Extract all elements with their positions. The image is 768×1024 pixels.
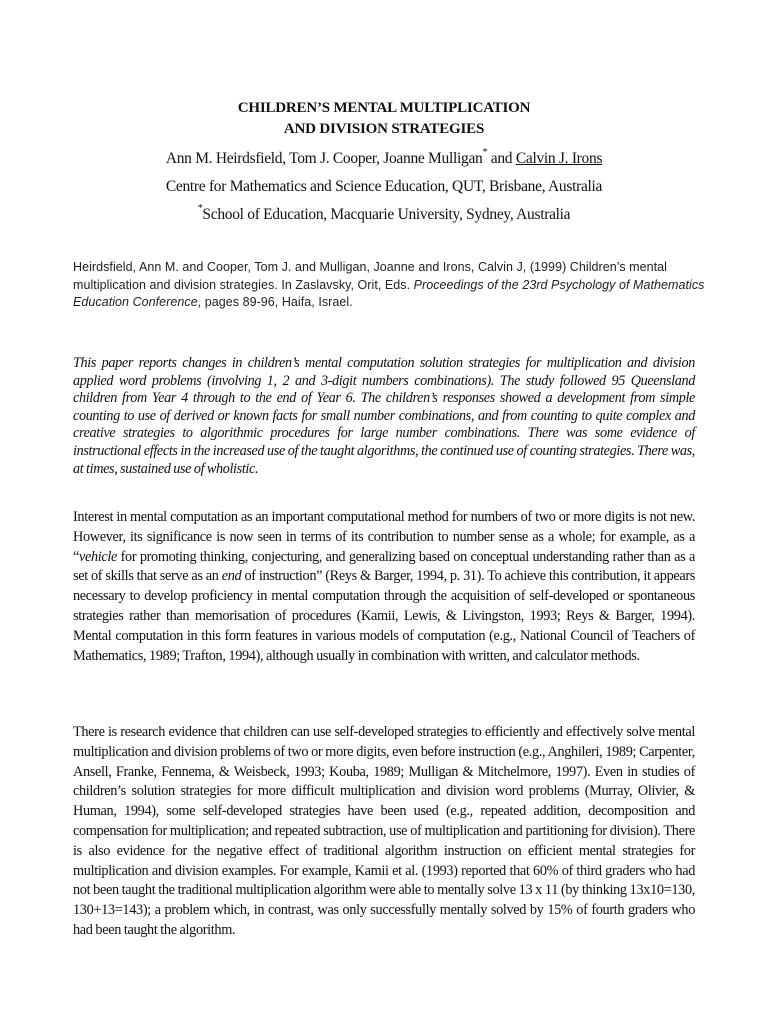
body-paragraph-1	[73, 508, 695, 666]
paragraph-1-text-b: for promoting thinking, conjecturing, and generalizing based on conceptual understanding rather than as a set of skills that serve as an	[73, 548, 695, 585]
paragraph-1-vehicle: vehicle	[79, 548, 118, 565]
author-and: and	[487, 150, 516, 167]
citation-proceedings: Proceedings of the 23rd Psychology of Mathematics Education Conference	[73, 277, 705, 309]
citation-text-1: Heirdsfield, Ann M. and Cooper, Tom J. and Mulligan, Joanne and Irons, Calvin J, (1999) Children’s mental multiplication and division strategies. In Zaslavsky, Orit, Eds.	[73, 260, 667, 292]
abstract-text: This paper reports changes in children’s mental computation solution strategies for multiplication and division applied word problems (involving 1, 2 and 3-digit numbers combinations). The study followed 95 Queensland children from Year 4 through to the end of Year 6. The children’s responses showed a development from simple counting to use of derived or known facts for small number combinations, and from counting to quite complex and creative strategies to algorithmic procedures for large number combinations. There was some evidence of instructional effects in the increased use of the taught algorithms, the continued use of counting strategies. There was, at times, sustained use of wholistic.	[73, 355, 695, 477]
body-paragraph-2: There is research evidence that children can use self-developed strategies to efficiently and effectively solve mental multiplication and division problems of two or more digits, even before instruction (e.g., Anghileri, 1989; Carpenter, Ansell, Franke, Fennema, & Weisbeck, 1993; Kouba, 1989; Mulligan & Mitchelmore, 1997). Even in studies of children’s solution strategies for more difficult multiplication and division word problems (Murray, Olivier, & Human, 1994), some self-developed strategies have been used (e.g., repeated addition, decomposition and compensation for multiplication; and repeated subtraction, use of multiplication and partitioning for division). There is also evidence for the negative effect of traditional algorithm instruction on efficient mental strategies for multiplication and division examples. For example, Kamii et al. (1993) reported that 60% of third graders who had not been taught the traditional multiplication algorithm were able to mentally solve 13 x 11 (by thinking 13x10=130, 130+13=143); a problem which, in contrast, was only successfully mentally solved by 15% of fourth graders who had been taught the algorithm.	[73, 724, 695, 938]
paper-title-line-1: CHILDREN’S MENTAL MULTIPLICATION	[237, 100, 531, 116]
affiliation-marker: *	[197, 202, 203, 214]
paper-title-line-2: AND DIVISION STRATEGIES	[283, 121, 485, 137]
author-names: Ann M. Heirdsfield, Tom J. Cooper, Joanne Mulligan	[165, 150, 483, 167]
paragraph-1-text-c: of instruction” (Reys & Barger, 1994, p. 31). To achieve this contribution, it appears necessary to develop proficiency in mental computation through the acquisition of self-developed or spontaneous strategies rather than memorisation of procedures (Kamii, Lewis, & Livingston, 1993; Reys & Barger, 1994). Mental computation in this form features in various models of computation (e.g., National Council of Teachers of Mathematics, 1989; Trafton, 1994), although usually in combination with written, and calculator methods.	[73, 568, 695, 664]
author-last-link[interactable]: Calvin J. Irons	[515, 150, 603, 167]
paragraph-1-text-a: Interest in mental computation as an important computational method for numbers of two or more digits is not new. However, its significance is now seen in terms of its contribution to number sense as a whole; for example, as a “	[73, 509, 695, 565]
citation-block	[73, 259, 713, 312]
affiliation-macquarie-text: School of Education, Macquarie University, Sydney, Australia	[202, 206, 571, 223]
affiliation-macquarie	[0, 202, 768, 225]
paragraph-1-end: end	[221, 568, 242, 585]
affiliation-qut: Centre for Mathematics and Science Education, QUT, Brisbane, Australia	[165, 178, 603, 195]
author-list	[0, 146, 768, 169]
author-affiliation-marker: *	[482, 146, 488, 158]
citation-text-2: , pages 89-96, Haifa, Israel.	[197, 295, 353, 309]
